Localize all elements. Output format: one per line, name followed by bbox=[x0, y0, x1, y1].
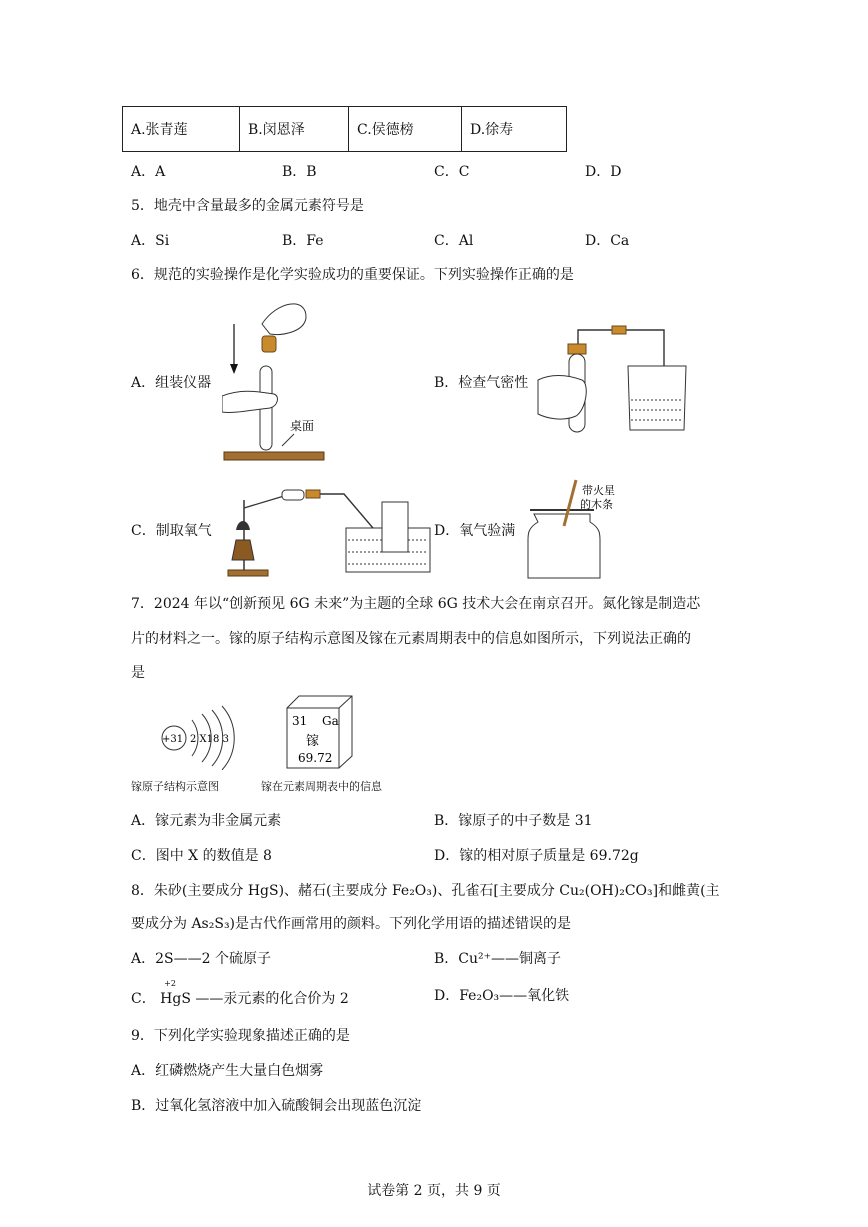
q7-option-b: B．镓原子的中子数是 31 bbox=[434, 813, 593, 829]
element-name: 镓 bbox=[306, 734, 320, 749]
q4-option-c: C．C bbox=[434, 164, 470, 180]
q4-option-d: D．D bbox=[585, 164, 622, 180]
q6-stem: 6．规范的实验操作是化学实验成功的重要保证。下列实验操作正确的是 bbox=[131, 267, 574, 283]
stick-label-line1: 带火星 bbox=[582, 484, 615, 497]
q8-stem-line1: 8．朱砂(主要成分 HgS)、赭石(主要成分 Fe₂O₃)、孔雀石[主要成分 Cu₂(OH)₂CO₃]和雌黄(主 bbox=[131, 883, 720, 899]
q8-option-a: A．2S——2 个硫原子 bbox=[131, 951, 271, 967]
nucleus-label: +31 bbox=[162, 734, 184, 745]
hgs-text: HgS bbox=[160, 991, 191, 1007]
q9-stem: 9．下列化学实验现象描述正确的是 bbox=[131, 1028, 350, 1044]
hgs-formula bbox=[160, 979, 191, 1007]
q8-option-b: B．Cu²⁺——铜离子 bbox=[434, 951, 562, 967]
page-footer: 试卷第 2 页，共 9 页 bbox=[367, 1183, 501, 1199]
q7-stem-line1: 7．2024 年以“创新预见 6G 未来”为主题的全球 6G 技术大会在南京召开。氮化镓是制造芯 bbox=[131, 596, 701, 612]
oxygen-production-figure bbox=[224, 478, 432, 580]
q6-option-b: B．检查气密性 bbox=[434, 375, 529, 391]
q5-option-a: A．Si bbox=[131, 233, 170, 249]
q4-option-a: A．A bbox=[131, 164, 166, 180]
atomic-number: 31 bbox=[292, 714, 308, 728]
periodic-cell bbox=[286, 694, 354, 770]
q4-option-b: B．B bbox=[282, 164, 317, 180]
airtightness-figure bbox=[536, 318, 694, 436]
desk-label: 桌面 bbox=[290, 419, 315, 433]
scientist-table bbox=[122, 106, 567, 152]
q7-option-c: C．图中 X 的数值是 8 bbox=[131, 848, 272, 864]
shell-electrons: 2 X18 3 bbox=[190, 734, 229, 745]
table-cell: B.闵恩泽 bbox=[240, 107, 349, 152]
assemble-apparatus-figure bbox=[222, 296, 332, 464]
element-symbol: Ga bbox=[322, 714, 339, 728]
q7-option-a: A．镓元素为非金属元素 bbox=[131, 813, 282, 829]
q5-option-c: C．Al bbox=[434, 233, 474, 249]
q7-option-d: D．镓的相对原子质量是 69.72g bbox=[434, 848, 639, 864]
q8-option-d: D．Fe₂O₃——氧化铁 bbox=[434, 988, 570, 1004]
table-cell: D.徐寿 bbox=[462, 107, 567, 152]
atom-caption: 镓原子结构示意图 bbox=[131, 780, 219, 793]
q7-stem-line2: 片的材料之一。镓的原子结构示意图及镓在元素周期表中的信息如图所示，下列说法正确的 bbox=[131, 631, 691, 647]
gallium-atom-diagram bbox=[156, 700, 246, 770]
cell-caption: 镓在元素周期表中的信息 bbox=[261, 780, 382, 793]
q6-option-c: C．制取氧气 bbox=[131, 523, 212, 539]
atomic-mass: 69.72 bbox=[298, 751, 333, 765]
table-cell: A.张青莲 bbox=[123, 107, 240, 152]
q5-option-d: D．Ca bbox=[585, 233, 630, 249]
hg-charge: +2 bbox=[164, 979, 176, 988]
option-c-text: ——汞元素的化合价为 2 bbox=[195, 991, 349, 1007]
q5-option-b: B．Fe bbox=[282, 233, 324, 249]
option-c-prefix: C． bbox=[131, 991, 156, 1007]
q8-option-c bbox=[131, 979, 349, 1008]
q8-stem-line2: 要成分为 As₂S₃)是古代作画常用的颜料。下列化学用语的描述错误的是 bbox=[131, 916, 572, 932]
q6-option-d: D．氧气验满 bbox=[434, 523, 516, 539]
q7-stem-line3: 是 bbox=[131, 665, 145, 681]
oxygen-full-test-figure bbox=[524, 476, 644, 582]
stick-label-line2: 的木条 bbox=[580, 498, 613, 511]
q6-option-a: A．组装仪器 bbox=[131, 375, 212, 391]
q9-option-b: B．过氧化氢溶液中加入硫酸铜会出现蓝色沉淀 bbox=[131, 1098, 422, 1114]
table-cell: C.侯德榜 bbox=[349, 107, 462, 152]
q5-stem: 5．地壳中含量最多的金属元素符号是 bbox=[131, 198, 364, 214]
q9-option-a: A．红磷燃烧产生大量白色烟雾 bbox=[131, 1063, 324, 1079]
